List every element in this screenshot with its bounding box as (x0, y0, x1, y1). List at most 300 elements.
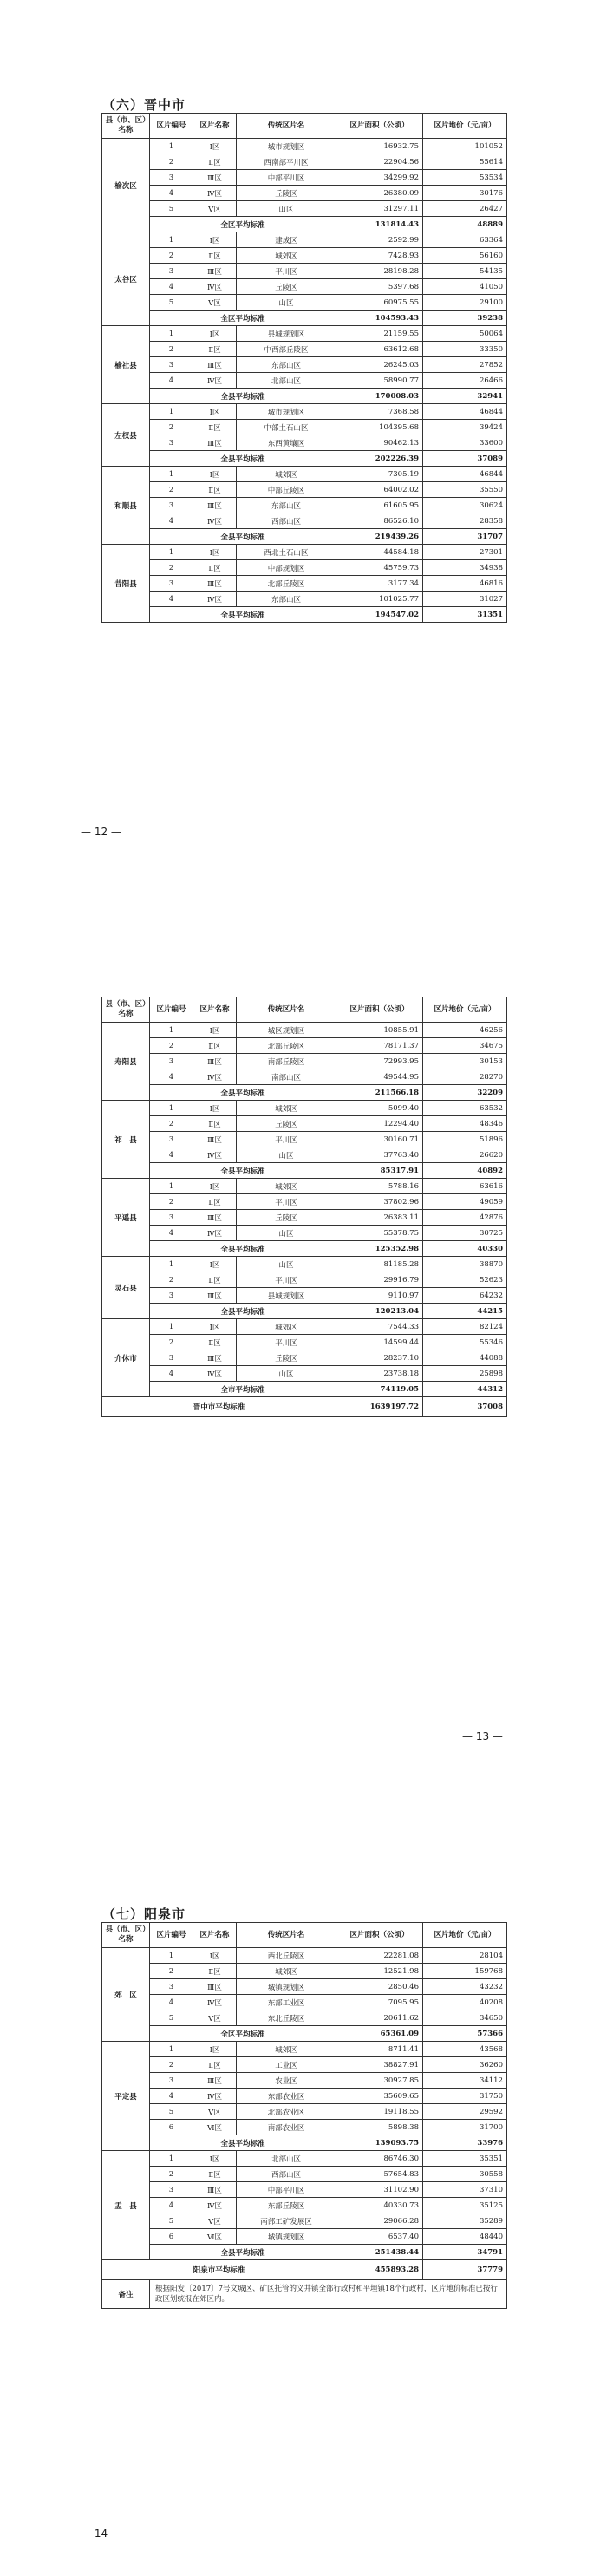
zone-name: Ⅳ区 (193, 1366, 237, 1382)
note-row (102, 2280, 507, 2309)
zone-area: 26380.09 (336, 186, 423, 201)
zone-area: 60975.55 (336, 295, 423, 311)
zone-number: 1 (150, 1948, 193, 1964)
zone-name: Ⅰ区 (193, 467, 237, 482)
summary-label: 全县平均标准 (150, 1163, 336, 1179)
summary-label: 全县平均标准 (150, 529, 336, 545)
summary-area: 74119.05 (336, 1382, 423, 1397)
summary-area: 194547.02 (336, 607, 423, 623)
table-row (102, 592, 507, 607)
table-row (102, 1226, 507, 1241)
summary-label: 全县平均标准 (150, 1241, 336, 1257)
zone-name: Ⅲ区 (193, 1979, 237, 1995)
zone-name: Ⅳ区 (193, 1226, 237, 1241)
zone-name: Ⅴ区 (193, 201, 237, 217)
zone-name: Ⅴ区 (193, 2213, 237, 2229)
zone-name: Ⅰ区 (193, 139, 237, 154)
zone-area: 34299.92 (336, 170, 423, 186)
zone-number: 3 (150, 1288, 193, 1304)
table-row (102, 2198, 507, 2213)
zone-number: 3 (150, 2073, 193, 2089)
zone-name: Ⅱ区 (193, 1194, 237, 1210)
zone-price: 34650 (423, 2010, 507, 2026)
traditional-zone-name: 中西部丘陵区 (237, 342, 336, 357)
zone-area: 9110.97 (336, 1288, 423, 1304)
table-row (102, 1179, 507, 1194)
table-row (102, 373, 507, 389)
table-row (102, 2182, 507, 2198)
summary-price: 44312 (423, 1382, 507, 1397)
zone-price: 82124 (423, 1319, 507, 1335)
summary-row (102, 607, 507, 623)
table-row (102, 1069, 507, 1085)
zone-number: 4 (150, 1069, 193, 1085)
table-row (102, 2213, 507, 2229)
county-name: 和顺县 (102, 467, 150, 545)
table-row (102, 1038, 507, 1054)
zone-area: 45759.73 (336, 560, 423, 576)
zone-price: 35125 (423, 2198, 507, 2213)
zone-name: Ⅱ区 (193, 1116, 237, 1132)
zone-name: Ⅳ区 (193, 592, 237, 607)
traditional-zone-name: 东部丘陵区 (237, 2198, 336, 2213)
column-header: 区片编号 (150, 1923, 193, 1948)
zone-number: 4 (150, 592, 193, 607)
table-row (102, 2073, 507, 2089)
zone-number: 4 (150, 2198, 193, 2213)
header-row (102, 997, 507, 1023)
traditional-zone-name: 中部土石山区 (237, 420, 336, 435)
zone-price: 31750 (423, 2089, 507, 2104)
zone-area: 57654.83 (336, 2167, 423, 2182)
summary-row (102, 1085, 507, 1101)
zone-name: Ⅱ区 (193, 420, 237, 435)
zone-name: Ⅲ区 (193, 435, 237, 451)
zone-area: 90462.13 (336, 435, 423, 451)
zone-price: 43232 (423, 1979, 507, 1995)
zone-price: 63532 (423, 1101, 507, 1116)
zone-name: Ⅳ区 (193, 279, 237, 295)
zone-area: 61605.95 (336, 498, 423, 513)
zone-name: Ⅳ区 (193, 2198, 237, 2213)
column-header: 县（市、区）名称 (102, 1923, 150, 1948)
zone-price: 26620 (423, 1147, 507, 1163)
zone-area: 37802.96 (336, 1194, 423, 1210)
zone-number: 3 (150, 1979, 193, 1995)
zone-name: Ⅱ区 (193, 1272, 237, 1288)
summary-label: 全区平均标准 (150, 217, 336, 232)
zone-area: 19118.55 (336, 2104, 423, 2120)
table-row (102, 1257, 507, 1272)
zone-price: 34675 (423, 1038, 507, 1054)
zone-name: Ⅳ区 (193, 513, 237, 529)
traditional-zone-name: 南部丘陵区 (237, 1054, 336, 1069)
zone-price: 52623 (423, 1272, 507, 1288)
zone-area: 5397.68 (336, 279, 423, 295)
traditional-zone-name: 山区 (237, 201, 336, 217)
zone-price: 30176 (423, 186, 507, 201)
zone-number: 3 (150, 576, 193, 592)
summary-row (102, 2135, 507, 2151)
zone-area: 28237.10 (336, 1350, 423, 1366)
traditional-zone-name: 东西黄壤区 (237, 435, 336, 451)
traditional-zone-name: 北部农业区 (237, 2104, 336, 2120)
traditional-zone-name: 中部平川区 (237, 2182, 336, 2198)
summary-row (102, 451, 507, 467)
table-row (102, 2151, 507, 2167)
table-row (102, 404, 507, 420)
column-header: 区片地价（元/亩） (423, 1923, 507, 1948)
zone-name: Ⅰ区 (193, 2151, 237, 2167)
zone-price: 26427 (423, 201, 507, 217)
zone-name: Ⅲ区 (193, 2182, 237, 2198)
zone-area: 22281.08 (336, 1948, 423, 1964)
traditional-zone-name: 西北土石山区 (237, 545, 336, 560)
note-label: 备注 (102, 2280, 150, 2309)
summary-label: 全区平均标准 (150, 311, 336, 326)
summary-price: 48889 (423, 217, 507, 232)
zone-area: 30160.71 (336, 1132, 423, 1147)
county-name: 榆社县 (102, 326, 150, 404)
summary-row (102, 1163, 507, 1179)
summary-row (102, 2245, 507, 2260)
zone-price: 28104 (423, 1948, 507, 1964)
summary-area: 85317.91 (336, 1163, 423, 1179)
zone-area: 35609.65 (336, 2089, 423, 2104)
table-row (102, 2229, 507, 2245)
traditional-zone-name: 北部丘陵区 (237, 1038, 336, 1054)
table-row (102, 435, 507, 451)
zone-area: 16932.75 (336, 139, 423, 154)
table-row (102, 1210, 507, 1226)
county-name: 平定县 (102, 2042, 150, 2151)
zone-number: 2 (150, 1038, 193, 1054)
total-price: 37008 (423, 1397, 507, 1417)
county-name: 盂 县 (102, 2151, 150, 2260)
zone-area: 86526.10 (336, 513, 423, 529)
traditional-zone-name: 北部丘陵区 (237, 576, 336, 592)
summary-row (102, 1382, 507, 1397)
summary-price: 39238 (423, 311, 507, 326)
column-header: 区片面积（公顷） (336, 1923, 423, 1948)
traditional-zone-name: 城市规划区 (237, 404, 336, 420)
column-header: 区片名称 (193, 1923, 237, 1948)
zone-area: 20611.62 (336, 2010, 423, 2026)
zone-name: Ⅲ区 (193, 1288, 237, 1304)
zone-area: 26383.11 (336, 1210, 423, 1226)
column-header: 县（市、区）名称 (102, 114, 150, 139)
summary-area: 139093.75 (336, 2135, 423, 2151)
zone-number: 2 (150, 420, 193, 435)
summary-label: 全县平均标准 (150, 2135, 336, 2151)
column-header: 传统区片名 (237, 114, 336, 139)
summary-area: 65361.09 (336, 2026, 423, 2042)
zone-area: 64002.02 (336, 482, 423, 498)
zone-price: 63616 (423, 1179, 507, 1194)
zone-name: Ⅳ区 (193, 2089, 237, 2104)
traditional-zone-name: 丘陵区 (237, 1116, 336, 1132)
zone-price: 43568 (423, 2042, 507, 2057)
zone-number: 2 (150, 2167, 193, 2182)
zone-name: Ⅲ区 (193, 1210, 237, 1226)
zone-name: Ⅱ区 (193, 560, 237, 576)
zone-price: 37310 (423, 2182, 507, 2198)
traditional-zone-name: 山区 (237, 1366, 336, 1382)
zone-name: Ⅰ区 (193, 1179, 237, 1194)
traditional-zone-name: 城镇规划区 (237, 2229, 336, 2245)
traditional-zone-name: 山区 (237, 1226, 336, 1241)
table-row (102, 1335, 507, 1350)
summary-price: 31707 (423, 529, 507, 545)
table-row (102, 326, 507, 342)
column-header: 区片编号 (150, 114, 193, 139)
summary-area: 202226.39 (336, 451, 423, 467)
zone-area: 58990.77 (336, 373, 423, 389)
zone-area: 14599.44 (336, 1335, 423, 1350)
zone-price: 46256 (423, 1023, 507, 1038)
zone-price: 35351 (423, 2151, 507, 2167)
summary-area: 211566.18 (336, 1085, 423, 1101)
zone-price: 29100 (423, 295, 507, 311)
zone-name: Ⅰ区 (193, 232, 237, 248)
column-header: 区片面积（公顷） (336, 997, 423, 1023)
zone-name: Ⅲ区 (193, 1350, 237, 1366)
summary-price: 57366 (423, 2026, 507, 2042)
table-row (102, 1366, 507, 1382)
zone-price: 25898 (423, 1366, 507, 1382)
table-row (102, 2042, 507, 2057)
summary-price: 34791 (423, 2245, 507, 2260)
zone-name: Ⅱ区 (193, 342, 237, 357)
zone-area: 2850.46 (336, 1979, 423, 1995)
traditional-zone-name: 东部山区 (237, 357, 336, 373)
zone-price: 31027 (423, 592, 507, 607)
section-title: （六）晋中市 (102, 97, 186, 113)
zone-number: 2 (150, 560, 193, 576)
table-row (102, 2167, 507, 2182)
traditional-zone-name: 丘陵区 (237, 1210, 336, 1226)
column-header: 区片地价（元/亩） (423, 997, 507, 1023)
zone-name: Ⅱ区 (193, 248, 237, 264)
table-row (102, 154, 507, 170)
zone-price: 54135 (423, 264, 507, 279)
county-name: 榆次区 (102, 139, 150, 232)
zone-price: 56160 (423, 248, 507, 264)
zone-number: 1 (150, 1179, 193, 1194)
zone-area: 8711.41 (336, 2042, 423, 2057)
zone-number: 1 (150, 1101, 193, 1116)
zone-number: 2 (150, 1116, 193, 1132)
table-row (102, 279, 507, 295)
zone-price: 27301 (423, 545, 507, 560)
zone-name: Ⅰ区 (193, 1023, 237, 1038)
summary-price: 44215 (423, 1304, 507, 1319)
summary-price: 37089 (423, 451, 507, 467)
zone-area: 3177.34 (336, 576, 423, 592)
zone-area: 101025.77 (336, 592, 423, 607)
zone-number: 2 (150, 2057, 193, 2073)
zone-price: 30725 (423, 1226, 507, 1241)
zone-name: Ⅵ区 (193, 2229, 237, 2245)
traditional-zone-name: 县城规划区 (237, 1288, 336, 1304)
zone-price: 53534 (423, 170, 507, 186)
zone-area: 12294.40 (336, 1116, 423, 1132)
zone-price: 63364 (423, 232, 507, 248)
column-header: 区片名称 (193, 997, 237, 1023)
table-row (102, 1116, 507, 1132)
summary-label: 全县平均标准 (150, 389, 336, 404)
traditional-zone-name: 工业区 (237, 2057, 336, 2073)
table-row (102, 2010, 507, 2026)
zone-number: 3 (150, 170, 193, 186)
table-row (102, 342, 507, 357)
traditional-zone-name: 西北丘陵区 (237, 1948, 336, 1964)
page-number: — 13 — (462, 1730, 503, 1742)
table-row (102, 1272, 507, 1288)
table-row (102, 1194, 507, 1210)
traditional-zone-name: 平川区 (237, 1194, 336, 1210)
traditional-zone-name: 西部山区 (237, 2167, 336, 2182)
zone-price: 35550 (423, 482, 507, 498)
table-row (102, 1948, 507, 1964)
zone-price: 30624 (423, 498, 507, 513)
summary-area: 219439.26 (336, 529, 423, 545)
zone-area: 5898.38 (336, 2120, 423, 2135)
table-row (102, 232, 507, 248)
zone-number: 1 (150, 467, 193, 482)
zone-name: Ⅱ区 (193, 1964, 237, 1979)
traditional-zone-name: 平川区 (237, 1335, 336, 1350)
zone-price: 101052 (423, 139, 507, 154)
zone-number: 3 (150, 357, 193, 373)
summary-area: 170008.03 (336, 389, 423, 404)
zone-price: 26466 (423, 373, 507, 389)
zone-number: 1 (150, 2151, 193, 2167)
zone-area: 5788.16 (336, 1179, 423, 1194)
traditional-zone-name: 城区规划区 (237, 1023, 336, 1038)
table-row (102, 1023, 507, 1038)
zone-number: 4 (150, 1366, 193, 1382)
zone-price: 33350 (423, 342, 507, 357)
traditional-zone-name: 南部农业区 (237, 2120, 336, 2135)
page-number: — 14 — (81, 2527, 121, 2540)
summary-label: 全县平均标准 (150, 1085, 336, 1101)
zone-area: 86746.30 (336, 2151, 423, 2167)
zone-price: 36260 (423, 2057, 507, 2073)
zone-price: 51896 (423, 1132, 507, 1147)
zone-number: 1 (150, 1257, 193, 1272)
table-row (102, 2089, 507, 2104)
total-label: 阳泉市平均标准 (102, 2260, 336, 2280)
zone-price: 34112 (423, 2073, 507, 2089)
zone-number: 1 (150, 1319, 193, 1335)
summary-price: 33976 (423, 2135, 507, 2151)
traditional-zone-name: 建成区 (237, 232, 336, 248)
zone-number: 1 (150, 1023, 193, 1038)
zone-name: Ⅰ区 (193, 1101, 237, 1116)
traditional-zone-name: 城郊区 (237, 1179, 336, 1194)
zone-number: 3 (150, 2182, 193, 2198)
zone-area: 7368.58 (336, 404, 423, 420)
zone-name: Ⅴ区 (193, 295, 237, 311)
summary-row (102, 389, 507, 404)
summary-label: 全县平均标准 (150, 607, 336, 623)
zone-number: 2 (150, 482, 193, 498)
table-row (102, 139, 507, 154)
zone-number: 2 (150, 154, 193, 170)
summary-row (102, 217, 507, 232)
zone-price: 44088 (423, 1350, 507, 1366)
zone-name: Ⅲ区 (193, 1054, 237, 1069)
zone-area: 63612.68 (336, 342, 423, 357)
zone-area: 21159.55 (336, 326, 423, 342)
traditional-zone-name: 城市规划区 (237, 139, 336, 154)
county-name: 昔阳县 (102, 545, 150, 623)
summary-price: 40892 (423, 1163, 507, 1179)
county-name: 太谷区 (102, 232, 150, 326)
summary-label: 全市平均标准 (150, 1382, 336, 1397)
zone-area: 7305.19 (336, 467, 423, 482)
zone-area: 49544.95 (336, 1069, 423, 1085)
table-row (102, 545, 507, 560)
zone-area: 104395.68 (336, 420, 423, 435)
zone-area: 31102.90 (336, 2182, 423, 2198)
zone-name: Ⅳ区 (193, 186, 237, 201)
traditional-zone-name: 东部农业区 (237, 2089, 336, 2104)
zone-number: 4 (150, 279, 193, 295)
summary-area: 251438.44 (336, 2245, 423, 2260)
zone-price: 49059 (423, 1194, 507, 1210)
traditional-zone-name: 平川区 (237, 1272, 336, 1288)
summary-area: 125352.98 (336, 1241, 423, 1257)
table-row (102, 513, 507, 529)
traditional-zone-name: 县城规划区 (237, 326, 336, 342)
zone-number: 5 (150, 2213, 193, 2229)
zone-price: 30153 (423, 1054, 507, 1069)
zone-price: 39424 (423, 420, 507, 435)
traditional-zone-name: 丘陵区 (237, 186, 336, 201)
summary-row (102, 2026, 507, 2042)
zone-name: Ⅵ区 (193, 2120, 237, 2135)
table-row (102, 2057, 507, 2073)
zone-name: Ⅰ区 (193, 1319, 237, 1335)
table-row (102, 264, 507, 279)
zone-number: 6 (150, 2229, 193, 2245)
zone-name: Ⅱ区 (193, 154, 237, 170)
zone-area: 37763.40 (336, 1147, 423, 1163)
zone-area: 28198.28 (336, 264, 423, 279)
zone-number: 1 (150, 232, 193, 248)
traditional-zone-name: 山区 (237, 1147, 336, 1163)
zone-area: 7095.95 (336, 1995, 423, 2010)
land-price-table (101, 113, 507, 623)
zone-price: 41050 (423, 279, 507, 295)
summary-area: 131814.43 (336, 217, 423, 232)
zone-number: 3 (150, 435, 193, 451)
table-row (102, 1964, 507, 1979)
zone-price: 35289 (423, 2213, 507, 2229)
zone-name: Ⅱ区 (193, 1038, 237, 1054)
zone-area: 23738.18 (336, 1366, 423, 1382)
county-name: 郊 区 (102, 1948, 150, 2042)
zone-name: Ⅳ区 (193, 1069, 237, 1085)
zone-area: 55378.75 (336, 1226, 423, 1241)
zone-number: 3 (150, 1210, 193, 1226)
zone-area: 6537.40 (336, 2229, 423, 2245)
zone-name: Ⅱ区 (193, 1335, 237, 1350)
table-row (102, 1101, 507, 1116)
column-header: 区片编号 (150, 997, 193, 1023)
